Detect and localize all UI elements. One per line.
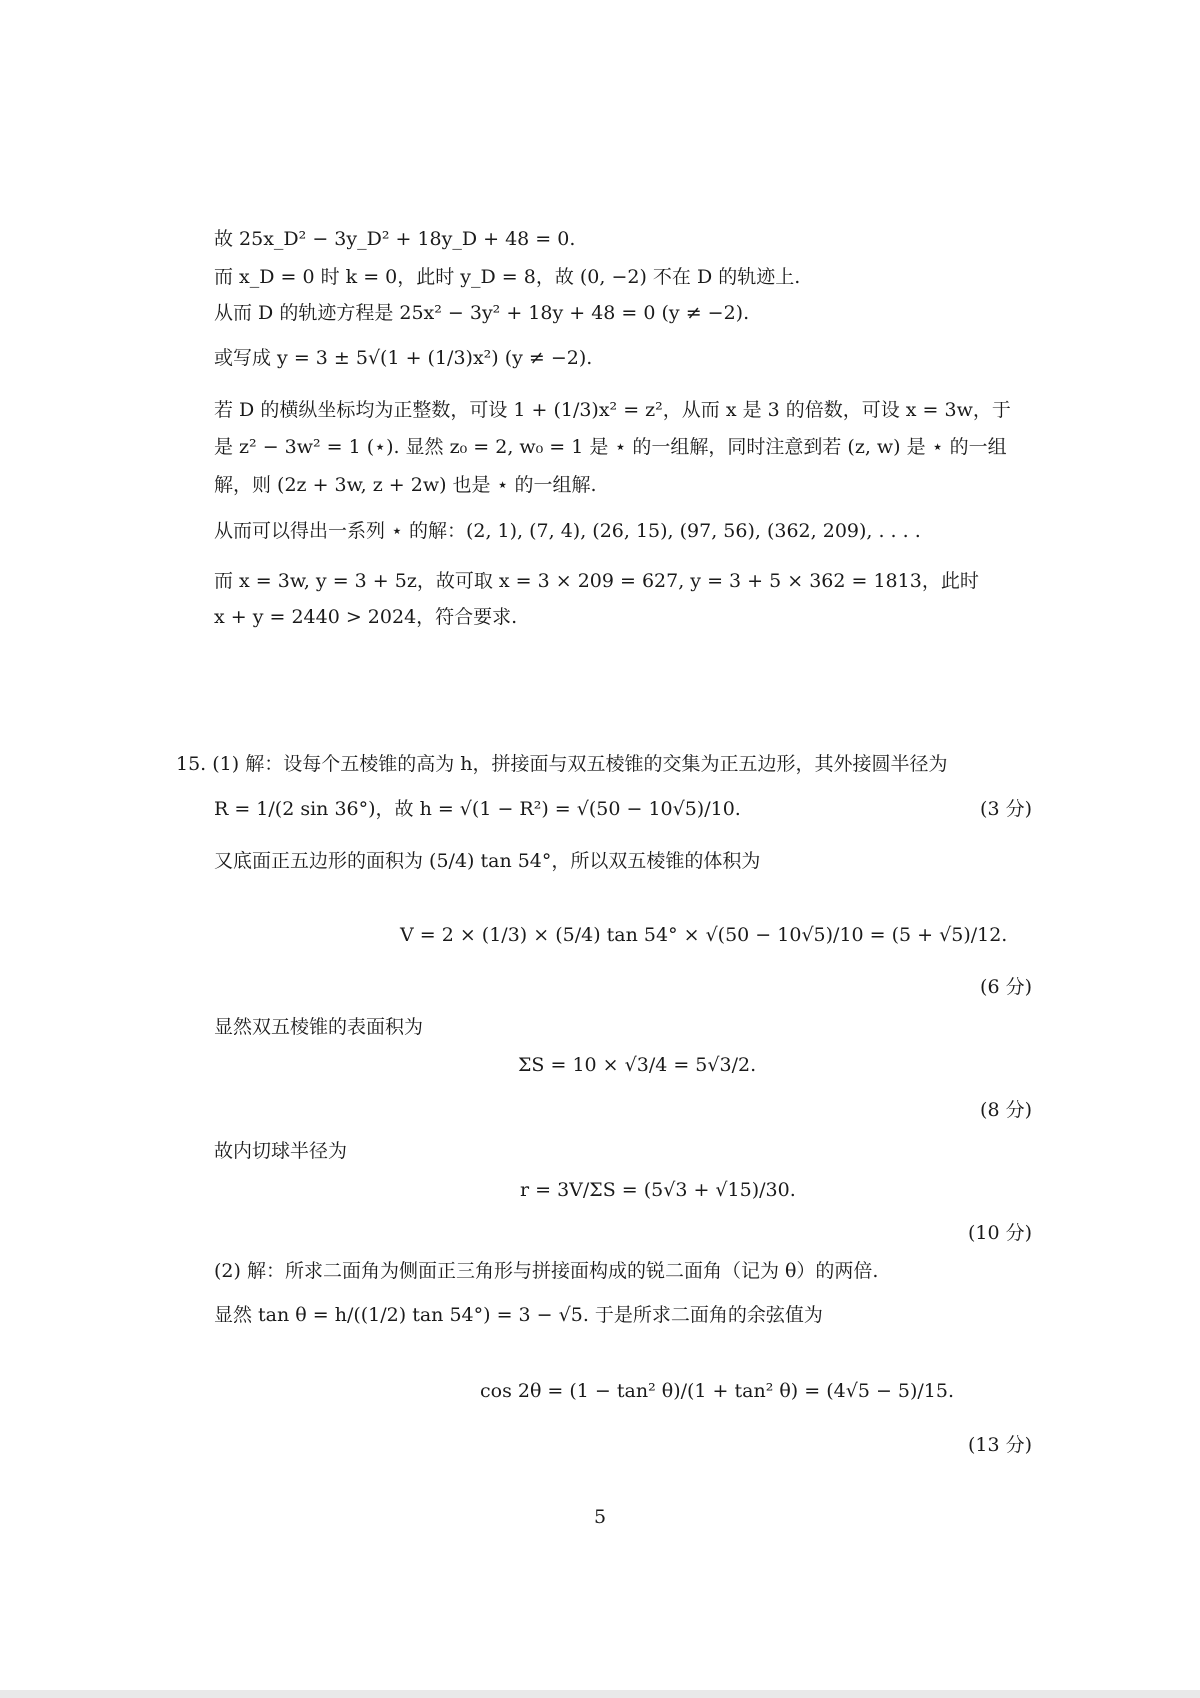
text-line: 故内切球半径为 [214,1140,348,1162]
text-line: 从而 D 的轨迹方程是 25x² − 3y² + 18y + 48 = 0 (y ≠ −2). [214,302,750,324]
text-line: (2) 解：所求二面角为侧面正三角形与拼接面构成的锐二面角（记为 θ）的两倍. [214,1260,879,1282]
page-bottom-edge [0,1690,1200,1698]
radius-formula: r = 3V/ΣS = (5√3 + √15)/30. [520,1179,796,1201]
volume-formula: V = 2 × (1/3) × (5/4) tan 54° × √(50 − 10√5)/10 = (5 + √5)/12. [400,924,1008,946]
text-line: x + y = 2440 > 2024，符合要求. [214,606,518,628]
text-line: 是 z² − 3w² = 1 (⋆). 显然 z₀ = 2, w₀ = 1 是 ⋆ 的一组解，同时注意到若 (z, w) 是 ⋆ 的一组 [214,436,1007,458]
text-line: 从而可以得出一系列 ⋆ 的解：(2, 1), (7, 4), (26, 15), (97, 56), (362, 209), . . . . [214,520,921,542]
text-line: 又底面正五边形的面积为 (5/4) tan 54°，所以双五棱锥的体积为 [214,850,761,872]
text-line: 而 x_D = 0 时 k = 0，此时 y_D = 8，故 (0, −2) 不在 D 的轨迹上. [214,266,801,288]
score-8: (8 分) [980,1099,1032,1121]
text-line: 显然 tan θ = h/((1/2) tan 54°) = 3 − √5. 于是所求二面角的余弦值为 [214,1304,823,1326]
cos-formula: cos 2θ = (1 − tan² θ)/(1 + tan² θ) = (4√5 − 5)/15. [480,1380,955,1402]
text-line: 故 25x_D² − 3y_D² + 18y_D + 48 = 0. [214,228,576,250]
score-6: (6 分) [980,976,1032,998]
problem-15-heading: 15. (1) 解：设每个五棱锥的高为 h，拼接面与双五棱锥的交集为正五边形，其外接圆半径为 [176,753,948,775]
text-line: 或写成 y = 3 ± 5√(1 + (1/3)x²) (y ≠ −2). [214,347,593,369]
text-line: 若 D 的横纵坐标均为正整数，可设 1 + (1/3)x² = z²，从而 x 是 3 的倍数，可设 x = 3w，于 [214,399,1011,421]
text-line: 解，则 (2z + 3w, z + 2w) 也是 ⋆ 的一组解. [214,474,597,496]
page-number: 5 [593,1506,607,1528]
text-line: 显然双五棱锥的表面积为 [214,1016,424,1038]
score-13: (13 分) [967,1434,1032,1456]
score-3: (3 分) [980,798,1032,820]
score-10: (10 分) [967,1222,1032,1244]
area-formula: ΣS = 10 × √3/4 = 5√3/2. [518,1054,757,1076]
text-line: 而 x = 3w, y = 3 + 5z，故可取 x = 3 × 209 = 627, y = 3 + 5 × 362 = 1813，此时 [214,570,979,592]
text-line: R = 1/(2 sin 36°)，故 h = √(1 − R²) = √(50 − 10√5)/10. [214,798,741,820]
